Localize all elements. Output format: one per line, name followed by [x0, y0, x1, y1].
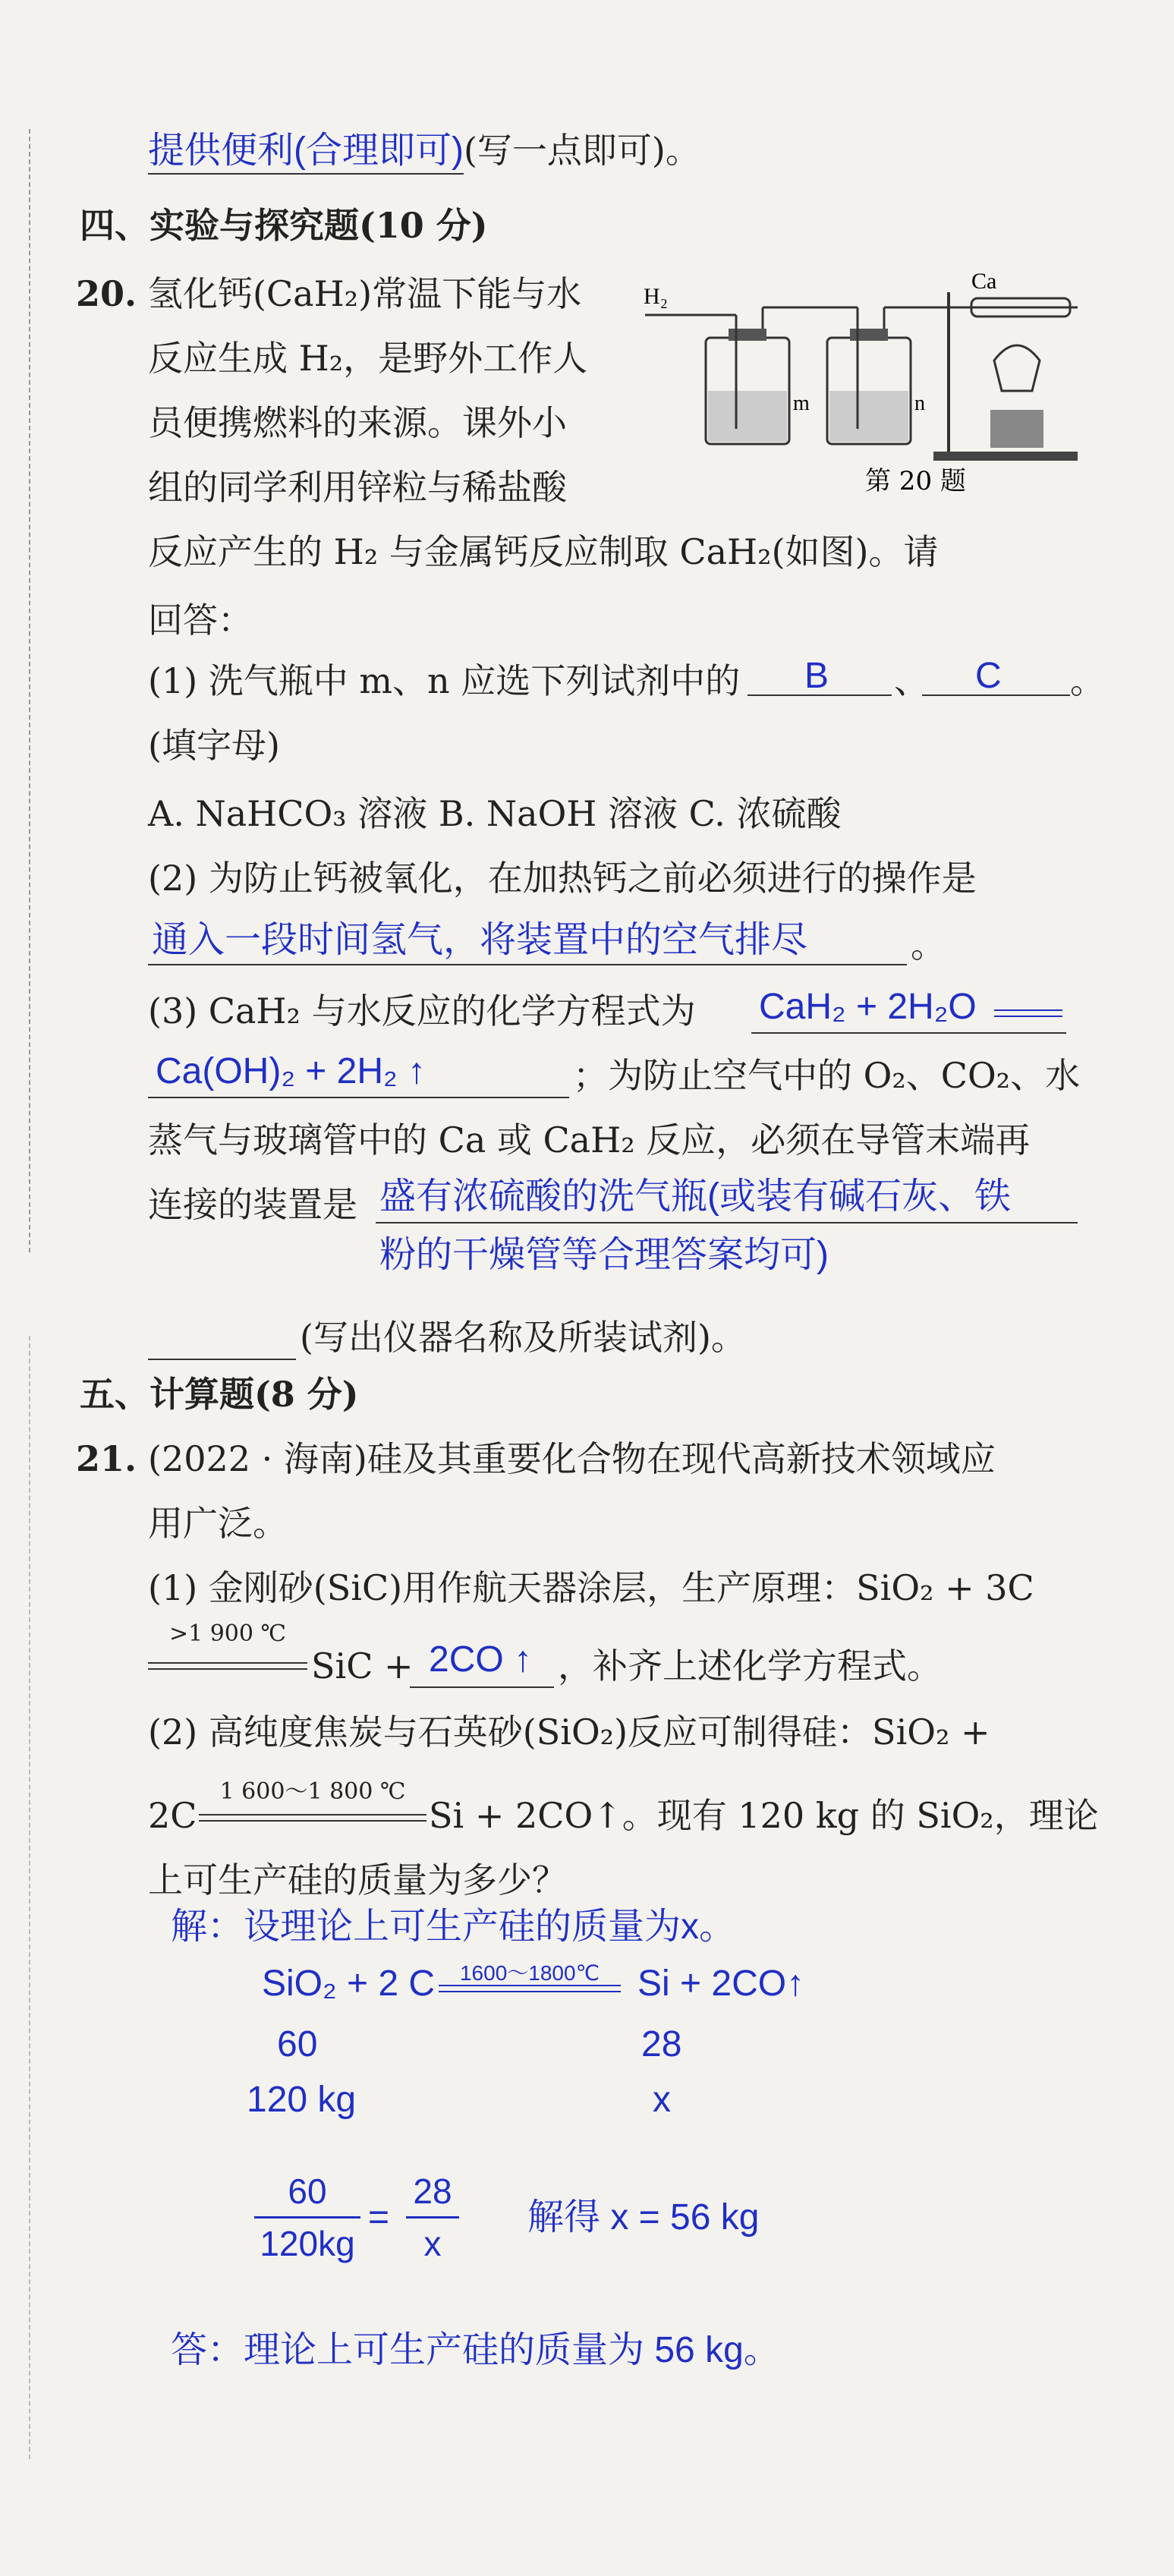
fraction-2-numerator: 28 — [413, 2171, 452, 2211]
q20-separator: 、 — [894, 660, 929, 701]
solution-molar-1: 60 — [277, 2024, 318, 2064]
q21-part-1: (1) 金刚砂(SiC)用作航天器涂层，生产原理：SiO₂ + 3C — [148, 1567, 1034, 1608]
answer-blank-7 — [148, 1359, 296, 1360]
prev-answer: 提供便利(合理即可) — [148, 129, 464, 175]
q21-part-2: (2) 高纯度焦炭与石英砂(SiO₂)反应可制得硅：SiO₂ + — [148, 1712, 990, 1752]
figure-n-label: n — [914, 392, 925, 415]
reaction-condition-1: >1 900 ℃ — [168, 1620, 287, 1647]
q20-number: 20. — [76, 273, 137, 314]
solution-intro: 解：设理论上可生产硅的质量为x。 — [171, 1907, 736, 1947]
reaction-arrow-2 — [199, 1814, 426, 1822]
q21-line-1: (2022 · 海南)硅及其重要化合物在现代高新技术领域应 — [148, 1438, 996, 1479]
fraction-1 — [254, 2171, 360, 2264]
q20-answer-4b: 粉的干燥管等合理答案均可) — [379, 1235, 829, 1275]
section-4-title: 四、实验与探究题(10 分) — [80, 205, 488, 246]
margin-dashed-line — [29, 1336, 30, 2459]
q20-line-1: 氢化钙(CaH₂)常温下能与水 — [148, 273, 582, 314]
q21-question: 上可生产硅的质量为多少？ — [148, 1860, 567, 1901]
fraction-1-denominator: 120kg — [260, 2224, 355, 2263]
answer-blank-6 — [376, 1222, 1078, 1223]
solution-answer: 答：理论上可生产硅的质量为 56 kg。 — [171, 2330, 780, 2370]
q21-line-2: 用广泛。 — [148, 1503, 288, 1544]
q20-part-3: (3) CaH₂ 与水反应的化学方程式为 — [148, 990, 696, 1031]
prev-answer-note: (写一点即可)。 — [463, 130, 700, 171]
prev-answer-line — [148, 129, 700, 175]
q21-part-2-left: 2C — [148, 1795, 197, 1836]
q20-part-1: (1) 洗气瓶中 m、n 应选下列试剂中的 — [148, 660, 741, 701]
q21-product: SiC + — [311, 1645, 414, 1686]
equals-sign — [994, 1009, 1062, 1017]
q20-part-3-d: 连接的装置是 — [148, 1184, 357, 1225]
q20-line-2: 反应生成 H₂，是野外工作人 — [148, 338, 588, 379]
solution-molar-2: 28 — [641, 2024, 682, 2064]
q21-answer-1: 2CO ↑ — [429, 1639, 533, 1680]
fraction-equals: = — [368, 2197, 390, 2237]
figure-caption: 第 20 题 — [865, 466, 966, 496]
answer-blank-3 — [148, 964, 907, 965]
apparatus-figure — [637, 262, 1085, 497]
q20-part-3-note: (写出仪器名称及所装试剂)。 — [300, 1317, 746, 1358]
solution-mass-2: x — [653, 2080, 671, 2120]
q20-options: A. NaHCO₃ 溶液 B. NaOH 溶液 C. 浓硫酸 — [148, 793, 842, 834]
q20-line-6: 回答： — [148, 600, 253, 641]
q20-part-3-b: ；为防止空气中的 O₂、CO₂、水 — [573, 1055, 1081, 1096]
q20-part-1-end: 。 — [1070, 660, 1105, 701]
q20-part-2: (2) 为防止钙被氧化，在加热钙之前必须进行的操作是 — [148, 858, 977, 899]
q20-line-5: 反应产生的 H₂ 与金属钙反应制取 CaH₂(如图)。请 — [148, 531, 939, 572]
margin-dashed-line — [29, 129, 30, 1252]
q20-line-4: 组的同学利用锌粒与稀盐酸 — [148, 467, 567, 508]
solution-eq-left: SiO₂ + 2 C — [262, 1963, 436, 2004]
q20-part-2-end: 。 — [911, 924, 946, 965]
figure-ca-label: Ca — [971, 269, 997, 294]
fraction-2-denominator: x — [423, 2224, 442, 2263]
q20-part-3-c: 蒸气与玻璃管中的 Ca 或 CaH₂ 反应，必须在导管末端再 — [148, 1120, 1031, 1160]
fraction-2 — [406, 2171, 459, 2264]
q20-answer-1: B — [804, 656, 829, 696]
answer-blank-4 — [751, 1032, 1066, 1034]
q21-number: 21. — [76, 1438, 137, 1479]
answer-blank-8 — [410, 1686, 554, 1688]
q21-part-1-end: ，补齐上述化学方程式。 — [558, 1645, 942, 1686]
q20-answer-2: C — [975, 656, 1002, 696]
answer-blank-5 — [148, 1097, 569, 1098]
q20-eq-right: Ca(OH)₂ + 2H₂ ↑ — [156, 1051, 426, 1091]
q20-line-3: 员便携燃料的来源。课外小 — [148, 402, 567, 443]
q20-answer-4a: 盛有浓硫酸的洗气瓶(或装有碱石灰、铁 — [379, 1176, 1011, 1217]
q20-answer-3: 通入一段时间氢气，将装置中的空气排尽 — [152, 920, 808, 960]
reaction-condition-2: 1 600～1 800 ℃ — [219, 1778, 406, 1805]
figure-h2-label: H₂ — [644, 284, 669, 309]
reaction-arrow-1 — [148, 1662, 307, 1670]
solution-eq-condition: 1600～1800℃ — [459, 1961, 600, 1985]
q21-part-2-right: Si + 2CO↑。现有 120 kg 的 SiO₂，理论 — [429, 1795, 1099, 1836]
section-5-title: 五、计算题(8 分) — [80, 1374, 359, 1415]
solution-mass-1: 120 kg — [247, 2080, 357, 2120]
figure-m-label: m — [793, 392, 810, 415]
solution-eq-right: Si + 2CO↑ — [637, 1963, 805, 2004]
q20-fill-note: (填字母) — [148, 725, 280, 766]
solution-eq-arrow — [439, 1985, 621, 1992]
q20-eq-left: CaH₂ + 2H₂O — [759, 987, 977, 1027]
solution-result: 解得 x = 56 kg — [527, 2197, 760, 2237]
fraction-1-numerator: 60 — [288, 2171, 327, 2211]
